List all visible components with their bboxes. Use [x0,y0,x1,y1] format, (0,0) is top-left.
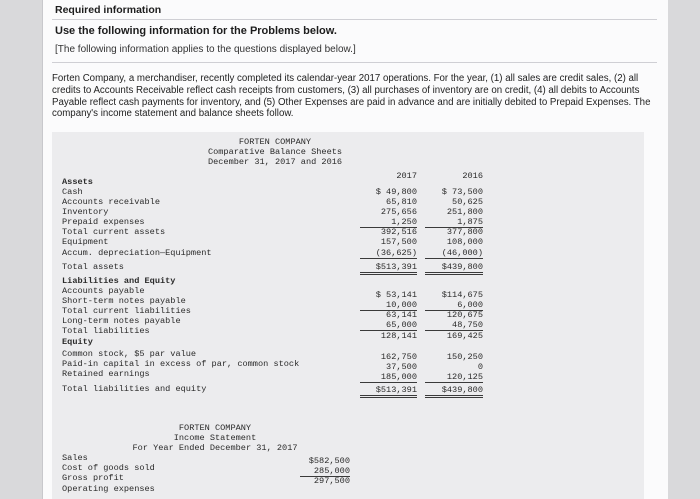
divider [52,62,657,63]
value-2017: (36,625) [360,248,417,259]
row-label: Short-term notes payable [62,296,186,306]
row-label: Cost of goods sold [62,463,155,473]
value-2016: 251,800 [446,207,483,217]
value-2016: 150,250 [446,352,483,362]
value-2016: 1,875 [425,217,483,228]
row-label: Equity [62,337,93,347]
value-2017: 392,516 [380,227,417,237]
year-2017-header: 2017 [396,171,417,181]
row-label: Prepaid expenses [62,217,145,227]
value-2017: 65,810 [386,197,417,207]
income-statement-title: Income Statement [173,433,257,443]
row-label: Liabilities and Equity [62,276,176,286]
row-label: Total liabilities [62,326,150,336]
value-2017: 37,500 [386,362,417,372]
value-2017: 185,000 [360,372,417,383]
value-2017: $ 53,141 [375,290,417,300]
value-2016: $439,800 [425,385,483,398]
value-2017: 63,141 [386,310,417,320]
value-2016: 108,000 [446,237,483,247]
value-2016: 50,625 [452,197,483,207]
value-2017: 157,500 [380,237,417,247]
row-label: Gross profit [62,473,124,483]
row-label: Equipment [62,237,109,247]
value: $582,500 [308,456,350,466]
row-label: Inventory [62,207,109,217]
value-2016: 0 [477,362,483,372]
income-statement-company: FORTEN COMPANY [178,423,252,433]
divider [52,19,657,20]
instruction-heading: Use the following information for the Problems below. [55,25,337,37]
value-2016: 120,675 [446,310,483,320]
value-2016: 6,000 [425,300,483,311]
value-2017: 275,656 [380,207,417,217]
balance-sheet-date: December 31, 2017 and 2016 [207,157,343,167]
value-2016: 377,800 [446,227,483,237]
value-2016: 169,425 [446,331,483,341]
value-2016: $114,675 [441,290,483,300]
row-label: Long-term notes payable [62,316,181,326]
year-2016-header: 2016 [462,171,483,181]
row-label: Total assets [62,262,124,272]
row-label: Accounts receivable [62,197,160,207]
value-2017: 1,250 [360,217,417,228]
row-label: Cash [62,187,83,197]
balance-sheet-title: Comparative Balance Sheets [207,147,343,157]
value-2017: $513,391 [360,385,417,398]
required-information-heading: Required information [55,4,162,16]
value: 285,000 [300,466,350,477]
row-label: Accounts payable [62,286,145,296]
value-2017: 65,000 [360,320,417,331]
value: 297,500 [313,476,350,486]
applies-note: [The following information applies to the questions displayed below.] [55,44,356,55]
value-2017: 162,750 [380,352,417,362]
value-2016: $439,800 [425,262,483,275]
row-label: Sales [62,453,88,463]
problem-description: Forten Company, a merchandiser, recently completed its calendar-year 2017 operations. For the year, (1) all sales are credit sales, (2) all credits to Accounts Receivable reflect cash receipts from customers, (3) all purchases of inventory are on credit, (4) all debits to Accounts Payable reflect cash payments for inventory, and (5) Other Expenses are paid in advance and are initially debited to Prepaid Expenses. The company's income statement and balance sheets follow. [52,73,651,120]
row-label: Accum. depreciation—Equipment [62,248,212,258]
value-2017: $ 49,800 [375,187,417,197]
value-2017: 128,141 [380,331,417,341]
row-label: Paid-in capital in excess of par, common stock [62,359,300,369]
value-2016: 120,125 [425,372,483,383]
value-2016: $ 73,500 [441,187,483,197]
row-label: Retained earnings [62,369,150,379]
row-label: Total liabilities and equity [62,384,207,394]
row-label: Total current liabilities [62,306,191,316]
income-statement-period: For Year Ended December 31, 2017 [132,443,298,453]
row-label: Common stock, $5 par value [62,349,197,359]
value-2016: (46,000) [425,248,483,259]
value-2017: $513,391 [360,262,417,275]
balance-sheet-company: FORTEN COMPANY [238,137,312,147]
row-label: Total current assets [62,227,166,237]
value-2017: 10,000 [360,300,417,311]
row-label: Assets [62,177,93,187]
row-label: Operating expenses [62,484,155,494]
value-2016: 48,750 [425,320,483,331]
